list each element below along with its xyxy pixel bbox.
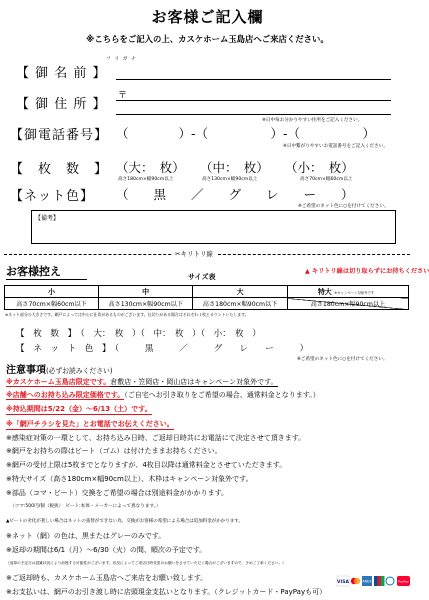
page-subtitle: ※こちらをご記入の上、カスケホーム玉島店へご来店ください。	[86, 34, 329, 44]
note-item: ※網戸をお持ちの際はビート（ゴム）は付けたままお持ちください。	[6, 447, 222, 455]
size-header-medium: 中	[98, 286, 192, 298]
count-small-field[interactable]: （小： 枚）	[285, 160, 354, 175]
note-item: ※部品（コマ・ビート）交換をご希望の場合は別途料金がかかります。	[6, 489, 229, 497]
color-note: ※ご希望のネット色に○を付けてください。	[298, 204, 389, 209]
size-table-title: サイズ表	[188, 273, 216, 281]
amex-icon	[362, 576, 372, 586]
payment-icons	[337, 576, 411, 586]
address-field-line2[interactable]	[116, 114, 391, 115]
scissors-icon: ✂	[175, 250, 181, 258]
size-small-note: 高さ70cm×幅60cm以上	[300, 177, 353, 182]
svg-text:VISA: VISA	[337, 580, 349, 585]
beat-note: ▲ビートの劣化が著しい場合はネットの張替ができない為、交換がお客様の希望による場合は追加料金がかかります。	[6, 519, 243, 524]
notes-title: 注意事項(必ずお読みください)	[6, 365, 113, 376]
remarks-label: 【備考】	[35, 215, 60, 222]
phone-note: ※日中繋がりやすいお電話番号をご記入ください。	[283, 144, 388, 149]
size-header-small: 小	[5, 286, 99, 298]
phone-field[interactable]: （ ）-（ ）-（ ）	[116, 126, 376, 141]
size-cell-large: 高さ180cm×幅90cm以下	[193, 298, 287, 310]
mastercard-icon	[351, 578, 360, 584]
name-label: 【 御 名 前 】	[16, 66, 107, 81]
note-item-period: ※持込期間は5/22（金）～6/13（土）です。	[6, 405, 152, 413]
note-item: ※店舗へのお持ち込み限定価格です。（ご自宅へお引き取りをご希望の場合、通常料金となります。）	[6, 391, 320, 399]
copy-title: お客様控え	[6, 265, 61, 278]
address-field-line1[interactable]	[116, 100, 391, 101]
note-item: ※返却の期間は6/1（月）～6/30（火）の間、順次の予定です。	[6, 546, 207, 554]
address-note: ※日中毎お分かりやすい住所をご記入ください。	[262, 118, 363, 123]
color-field[interactable]: （ 黒 ／ グ レ ー ）	[116, 187, 354, 202]
svg-text:AMEX: AMEX	[362, 579, 372, 584]
color-label: 【ネット色】	[10, 189, 95, 204]
size-cell-medium: 高さ130cm×幅90cm以下	[98, 298, 192, 310]
count-large-field[interactable]: （大： 枚）	[116, 160, 185, 175]
note-item: ※網戸の受付上限は5枚までとなりますが、4枚目以降は通常料金とさせていただきます。	[6, 461, 287, 469]
paypay-icon	[397, 576, 410, 586]
size-note: ※ネット部分の大きさです。網戸によっては中心に仕切があるものがございます。仕切りがある場合はそれぞれ１枚とカウントいたします。	[5, 312, 249, 317]
cut-line-label: ✂キリトリ線	[172, 249, 216, 258]
size-header-large: 大	[193, 286, 287, 298]
note-item: ※ご返却時も、カスケホーム玉島店へご来店をお願い致します。	[6, 574, 208, 582]
warning-icon: ▲	[305, 268, 310, 275]
copy-title-underline	[6, 279, 87, 280]
copy-count-line: 【 枚 数 】 （ 大： 枚 ）（ 中： 枚 ）（ 小： 枚 ）	[16, 329, 261, 339]
furigana-label: フ リ ガ ナ	[106, 57, 137, 62]
jcb-icon	[374, 576, 385, 586]
note-item: ※お支払いは、網戸のお引き渡し時に店頭現金支払いとなります。（クレジットカード・PayPayも可）	[6, 588, 327, 596]
phone-label: 【御電話番号】	[10, 128, 109, 143]
size-header-tokudai: 特大 ※キャンペーン対象外です	[287, 286, 408, 298]
remarks-box[interactable]	[31, 210, 396, 244]
return-note: （返却の予定日は混雑状況により前後する可能性がございます。状況によってご来店日時変更のお願いをさせていただく場合がございますので、予めご了承ください。）	[6, 561, 286, 565]
parts-price-note: （コマ:500円/個（税抜） ビート:本体・メーカーによって異なります。）	[10, 504, 161, 509]
note-item-phone: ※「網戸チラシを見た」とお電話でお伝えください。	[6, 420, 174, 428]
note-item: ※特大サイズ（高さ180cm×幅90cm以上）、木枠はキャンペーン対象外です。	[6, 475, 253, 483]
size-large-note: 高さ180cm×幅90cm以上	[118, 177, 174, 182]
size-cell-tokudai: 高さ180cm×幅90cm以上	[287, 298, 408, 310]
note-item: ※感染症対策の一環として、お持ち込み日時、ご返却日時共にお電話にて決定させて頂きます。	[6, 434, 306, 442]
svg-text:PayPay: PayPay	[398, 579, 409, 584]
note-item: ※カスケホーム玉島店限定です。倉敷店・笠岡店・岡山店はキャンペーン対象外です。	[6, 378, 278, 386]
cutline-warning: ▲ キリトリ線は切り取らずにお持ちください	[305, 268, 429, 275]
note-item: ※ネット（網）の色は、黒またはグレーのみです。	[6, 532, 166, 540]
size-table	[4, 285, 409, 310]
visa-icon	[337, 576, 349, 586]
count-label: 【 枚 数 】	[10, 162, 109, 177]
name-field[interactable]	[116, 79, 391, 80]
size-medium-note: 高さ130cm×幅90cm以上	[202, 177, 258, 182]
copy-color-note: ※ご希望のネット色に○を付けてください。	[297, 357, 388, 362]
diners-icon	[386, 577, 394, 585]
address-label: 【 御 住 所 】	[16, 97, 107, 112]
size-cell-small: 高さ70cm×幅60cm以下	[5, 298, 99, 310]
copy-color-line: 【 ネ ッ ト 色 】 （ 黒 ／ グ レ ー ）	[16, 344, 309, 354]
postal-mark: 〒	[118, 91, 128, 101]
page-title: お客様ご記入欄	[151, 8, 264, 26]
count-medium-field[interactable]: （中： 枚）	[200, 160, 269, 175]
